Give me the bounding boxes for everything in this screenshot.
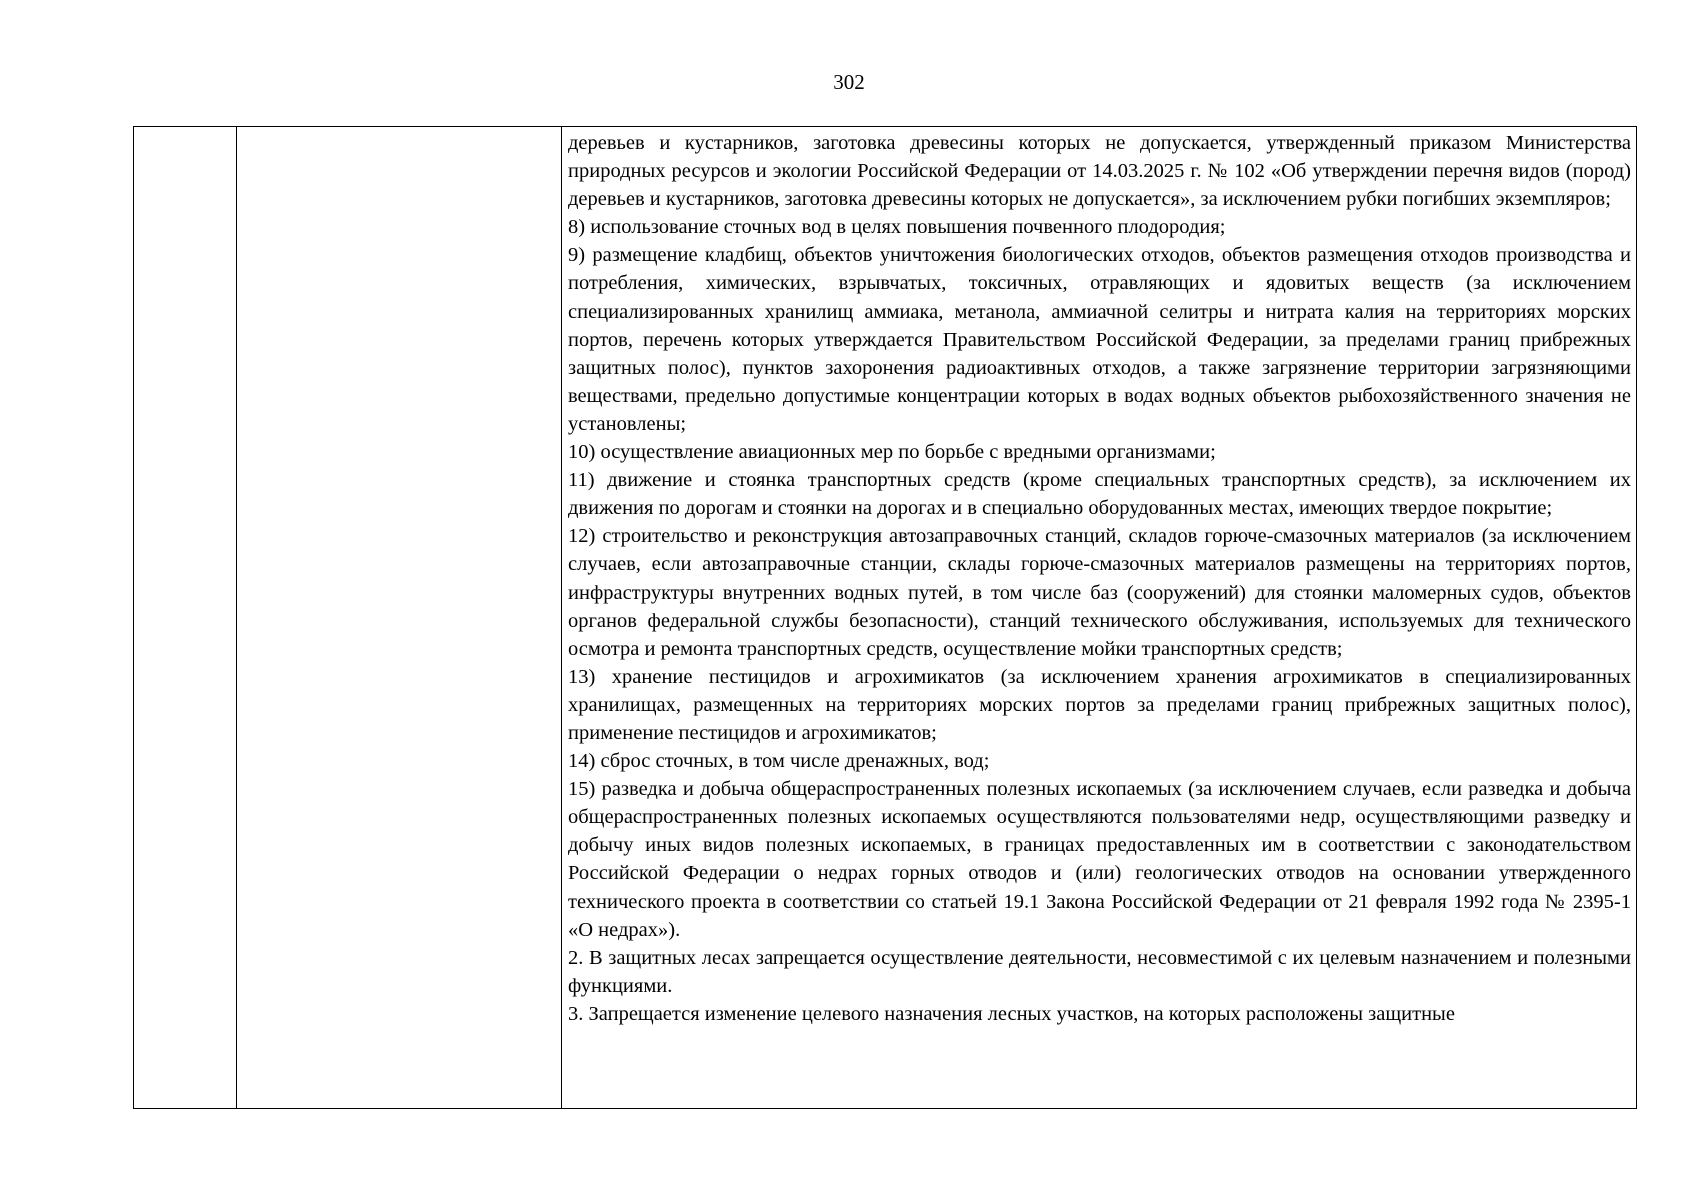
paragraph: 8) использование сточных вод в целях повышения почвенного плодородия; xyxy=(568,216,1226,239)
paragraph: 3. Запрещается изменение целевого назначения лесных участков, на которых расположены защитные xyxy=(568,1002,1455,1025)
table-cell-text xyxy=(562,127,1637,1109)
paragraph: 12) строительство и реконструкция автозаправочных станций, складов горюче-смазочных материалов (за исключением случаев, если автозаправочные станции, склады горюче-смазочных материалов размещены на территориях портов, инфраструктуры внутренних водных путей, в том числе баз (сооружений) для стоянки маломерных судов, объектов органов федеральной службы безопасности), станций технического обслуживания, используемых для технического осмотра и ремонта транспортных средств, осуществление мойки транспортных средств; xyxy=(568,525,1631,660)
paragraph: 2. В защитных лесах запрещается осуществление деятельности, несовместимой с их целевым назначением и полезными функциями. xyxy=(568,946,1631,997)
paragraph: 11) движение и стоянка транспортных средств (кроме специальных транспортных средств), за исключением их движения по дорогам и стоянки на дорогах и в специально оборудованных местах, имеющих твердое покрытие; xyxy=(568,469,1631,520)
paragraph: 10) осуществление авиационных мер по борьбе с вредными организмами; xyxy=(568,441,1216,464)
page-number: 302 xyxy=(833,70,865,94)
table-row xyxy=(134,127,1637,1109)
paragraph: 15) разведка и добыча общераспространенных полезных ископаемых (за исключением случаев, если разведка и добыча общераспространенных полезных ископаемых осуществляются пользователями недр, осуществляющими разведку и добычу иных видов полезных ископаемых, в границах предоставленных им в соответствии с законодательством Российской Федерации о недрах горных отводов и (или) геологических отводов на основании утвержденного технического проекта в соответствии со статьей 19.1 Закона Российской Федерации от 21 февраля 1992 года № 2395-1 «О недрах»). xyxy=(568,778,1631,941)
paragraph: деревьев и кустарников, заготовка древесины которых не допускается, утвержденный приказом Министерства природных ресурсов и экологии Российской Федерации от 14.03.2025 г. № 102 «Об утверждении перечня видов (пород) деревьев и кустарников, заготовка древесины которых не допускается», за исключением рубки погибших экземпляров; xyxy=(568,132,1631,211)
document-table xyxy=(133,126,1637,1109)
paragraph: 13) хранение пестицидов и агрохимикатов (за исключением хранения агрохимикатов в специализированных хранилищах, размещенных на территориях морских портов за пределами границ прибрежных защитных полос), применение пестицидов и агрохимикатов; xyxy=(568,665,1631,744)
paragraph: 14) сброс сточных, в том числе дренажных, вод; xyxy=(568,750,990,773)
table-cell-empty-1 xyxy=(134,127,237,1109)
paragraph: 9) размещение кладбищ, объектов уничтожения биологических отходов, объектов размещения отходов производства и потребления, химических, взрывчатых, токсичных, отравляющих и ядовитых веществ (за исключением специализированных хранилищ аммиака, метанола, аммиачной селитры и нитрата калия на территориях морских портов, перечень которых утверждается Правительством Российской Федерации, за пределами границ прибрежных защитных полос), пунктов захоронения радиоактивных отходов, а также загрязнение территории загрязняющими веществами, предельно допустимые концентрации которых в водах водных объектов рыбохозяйственного значения не установлены; xyxy=(568,244,1631,435)
table-cell-empty-2 xyxy=(237,127,562,1109)
